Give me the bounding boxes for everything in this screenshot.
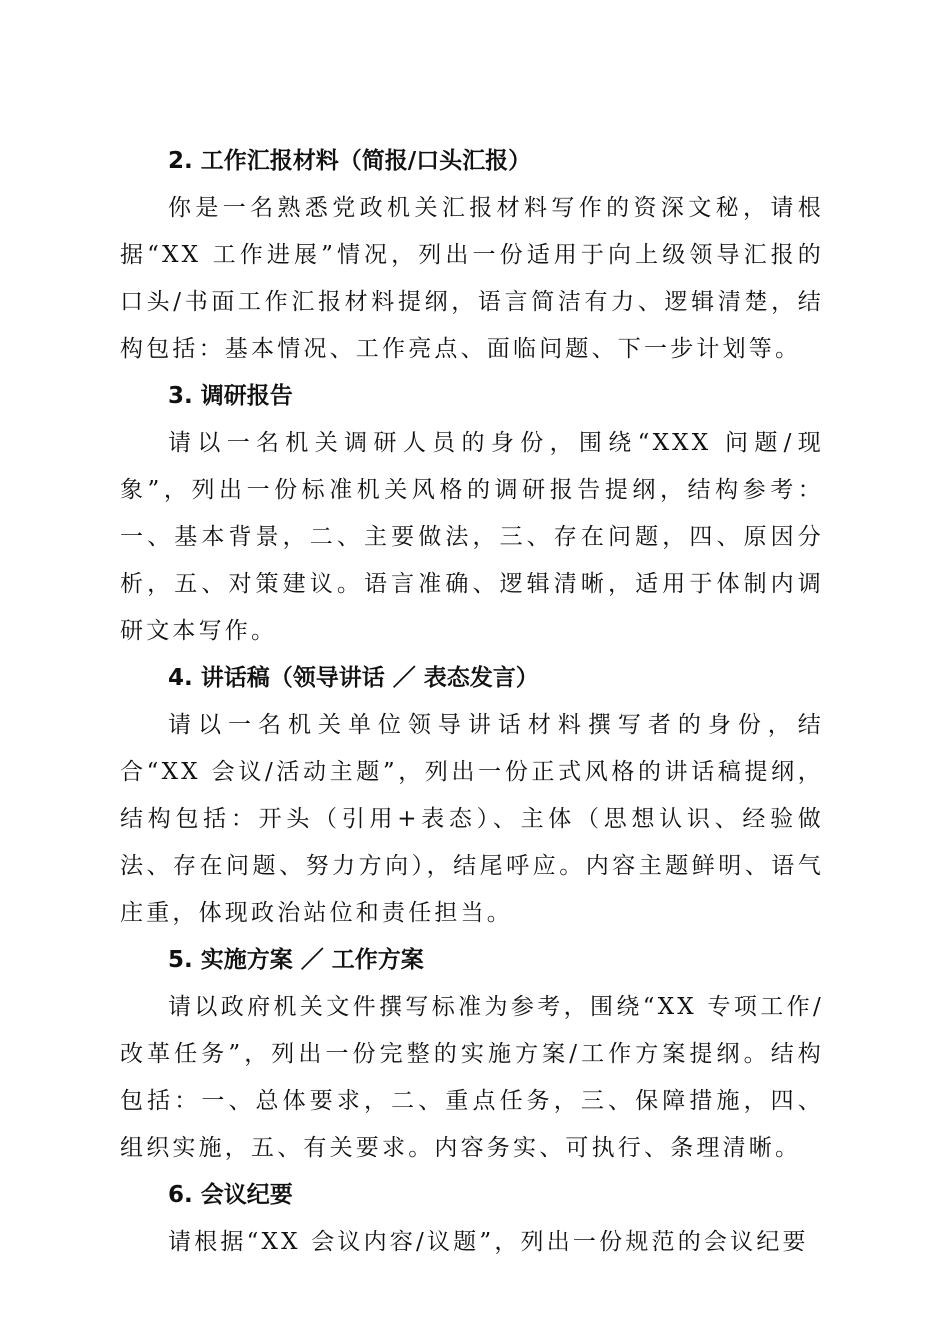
section-heading-research-report: 3. 调研报告 xyxy=(168,383,293,409)
section-heading-speech: 4. 讲话稿（领导讲话 ／ 表态发言） xyxy=(168,665,539,691)
section-body-implementation-plan: 请以政府机关文件撰写标准为参考，围绕“XX 专项工作/改革任务”，列出一份完整的实施方案/工作方案提纲。结构包括：一、总体要求，二、重点任务，三、保障措施，四、组织实施，五、有关要求。内容务实、可执行、条理清晰。 xyxy=(120,994,824,1161)
section-heading-implementation-plan: 5. 实施方案 ／ 工作方案 xyxy=(168,947,424,973)
section-body-work-report: 你是一名熟悉党政机关汇报材料写作的资深文秘，请根据“XX 工作进展”情况，列出一份适用于向上级领导汇报的口头/书面工作汇报材料提纲，语言简洁有力、逻辑清楚，结构包括：基本情况、工作亮点、面临问题、下一步计划等。 xyxy=(120,195,824,362)
section-heading-work-report: 2. 工作汇报材料（简报/口头汇报） xyxy=(168,148,532,174)
section-body-research-report: 请以一名机关调研人员的身份，围绕“XXX 问题/现象”，列出一份标准机关风格的调研报告提纲，结构参考：一、基本背景，二、主要做法，三、存在问题，四、原因分析，五、对策建议。语言准确、逻辑清晰，适用于体制内调研文本写作。 xyxy=(120,430,824,644)
document-body xyxy=(120,138,824,1266)
section-body-speech: 请以一名机关单位领导讲话材料撰写者的身份，结合“XX 会议/活动主题”，列出一份正式风格的讲话稿提纲，结构包括：开头（引用+表态）、主体（思想认识、经验做法、存在问题、努力方向），结尾呼应。内容主题鲜明、语气庄重，体现政治站位和责任担当。 xyxy=(120,712,824,926)
section-heading-meeting-minutes: 6. 会议纪要 xyxy=(168,1182,293,1208)
section-body-meeting-minutes: 请根据“XX 会议内容/议题”，列出一份规范的会议纪要 xyxy=(168,1229,809,1255)
